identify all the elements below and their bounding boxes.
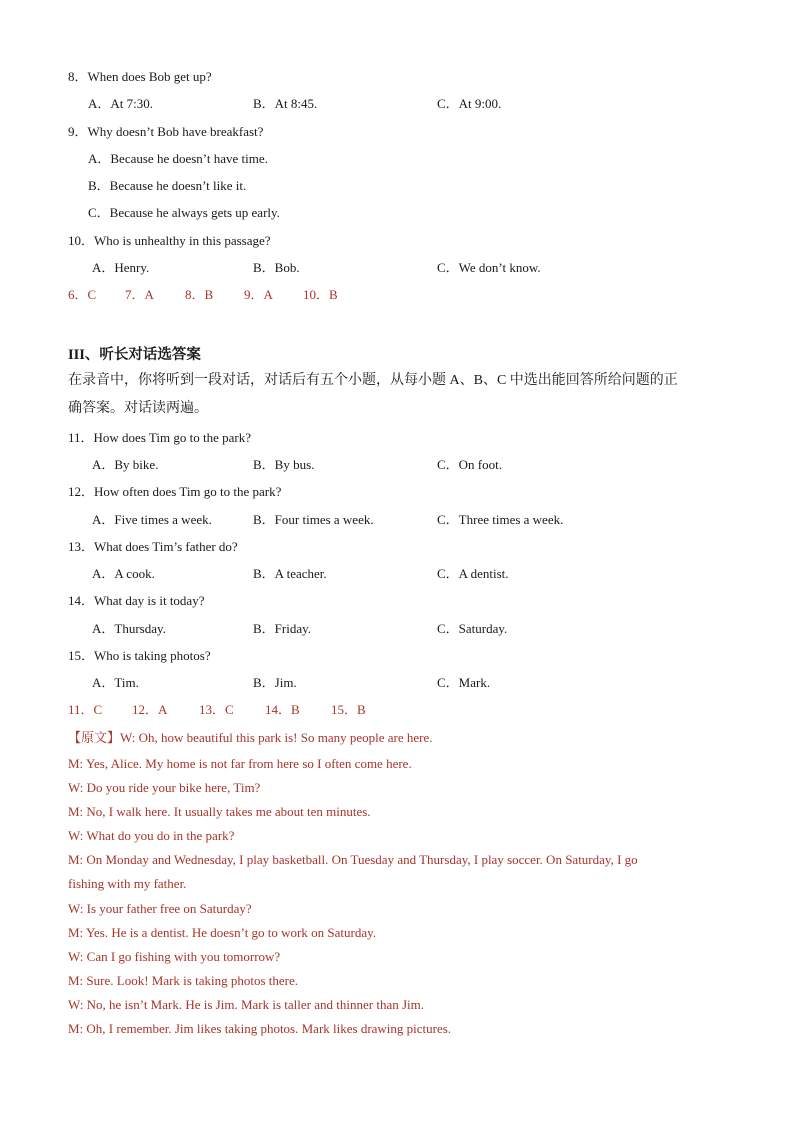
question-9-stem: 9．Why doesn’t Bob have breakfast? — [68, 124, 264, 139]
question-9-option-c: C．Because he always gets up early. — [88, 205, 280, 220]
question-10-stem: 10．Who is unhealthy in this passage? — [68, 233, 271, 248]
answer-9: 9．A — [244, 287, 273, 302]
answer-10: 10．B — [303, 287, 338, 302]
question-11-stem: 11．How does Tim go to the park? — [68, 430, 251, 445]
transcript-line: 【原文】W: Oh, how beautiful this park is! So many people are here. — [68, 730, 433, 745]
section-instructions-line-1: 在录音中，你将听到一段对话，对话后有五个小题，从每小题 A、B、C 中选出能回答所给问题的正 — [68, 373, 678, 388]
question-14-option-b: B．Friday. — [253, 621, 312, 636]
transcript-line: W: Do you ride your bike here, Tim? — [68, 780, 261, 795]
transcript-line: W: Can I go fishing with you tomorrow? — [68, 949, 281, 964]
question-10-option-a: A．Henry. — [92, 260, 150, 275]
answer-key-6-10 — [68, 287, 338, 303]
question-8-option-b: B．At 8:45. — [253, 96, 318, 111]
question-9-option-b: B．Because he doesn’t like it. — [88, 178, 247, 193]
transcript-line: M: No, I walk here. It usually takes me about ten minutes. — [68, 804, 371, 819]
question-14-stem: 14．What day is it today? — [68, 593, 205, 608]
section-title: III、听长对话选答案 — [68, 347, 201, 363]
answer-7: 7．A — [125, 287, 154, 302]
question-12-option-c: C．Three times a week. — [437, 512, 564, 527]
answer-15: 15．B — [331, 702, 366, 717]
answer-key-11-15 — [68, 702, 366, 718]
question-15-stem: 15．Who is taking photos? — [68, 648, 211, 663]
question-8-option-a: A．At 7:30. — [88, 96, 154, 111]
transcript-line: M: Yes. He is a dentist. He doesn’t go to work on Saturday. — [68, 925, 377, 940]
question-15-option-a: A．Tim. — [92, 675, 139, 690]
transcript-line: fishing with my father. — [68, 876, 187, 891]
question-10-option-c: C．We don’t know. — [437, 260, 541, 275]
question-11-option-c: C．On foot. — [437, 457, 503, 472]
answer-6: 6．C — [68, 287, 97, 302]
answer-14: 14．B — [265, 702, 300, 717]
question-12-stem: 12．How often does Tim go to the park? — [68, 484, 282, 499]
answer-12: 12．A — [132, 702, 168, 717]
answer-8: 8．B — [185, 287, 214, 302]
transcript-line: W: No, he isn’t Mark. He is Jim. Mark is taller and thinner than Jim. — [68, 997, 424, 1012]
answer-13: 13．C — [199, 702, 234, 717]
question-8-stem: 8．When does Bob get up? — [68, 69, 212, 84]
question-13-option-a: A．A cook. — [92, 566, 155, 581]
question-15-option-b: B．Jim. — [253, 675, 297, 690]
answer-11: 11．C — [68, 702, 103, 717]
question-13-option-b: B．A teacher. — [253, 566, 327, 581]
question-12-option-b: B．Four times a week. — [253, 512, 374, 527]
transcript-line: W: What do you do in the park? — [68, 828, 235, 843]
question-13-stem: 13．What does Tim’s father do? — [68, 539, 238, 554]
transcript-line: M: On Monday and Wednesday, I play basketball. On Tuesday and Thursday, I play soccer. On Saturday, I go — [68, 852, 638, 867]
transcript-line: W: Is your father free on Saturday? — [68, 901, 252, 916]
question-12-option-a: A．Five times a week. — [92, 512, 212, 527]
question-15-option-c: C．Mark. — [437, 675, 491, 690]
question-13-option-c: C．A dentist. — [437, 566, 509, 581]
transcript-line: M: Sure. Look! Mark is taking photos there. — [68, 973, 298, 988]
transcript-line: M: Oh, I remember. Jim likes taking photos. Mark likes drawing pictures. — [68, 1021, 452, 1036]
question-11-option-b: B．By bus. — [253, 457, 315, 472]
section-instructions-line-2: 确答案。对话读两遍。 — [68, 401, 208, 416]
question-11-option-a: A．By bike. — [92, 457, 159, 472]
transcript-line: M: Yes, Alice. My home is not far from here so I often come here. — [68, 756, 412, 771]
question-14-option-c: C．Saturday. — [437, 621, 508, 636]
question-10-option-b: B．Bob. — [253, 260, 300, 275]
question-8-option-c: C．At 9:00. — [437, 96, 502, 111]
question-14-option-a: A．Thursday. — [92, 621, 166, 636]
question-9-option-a: A．Because he doesn’t have time. — [88, 151, 268, 166]
